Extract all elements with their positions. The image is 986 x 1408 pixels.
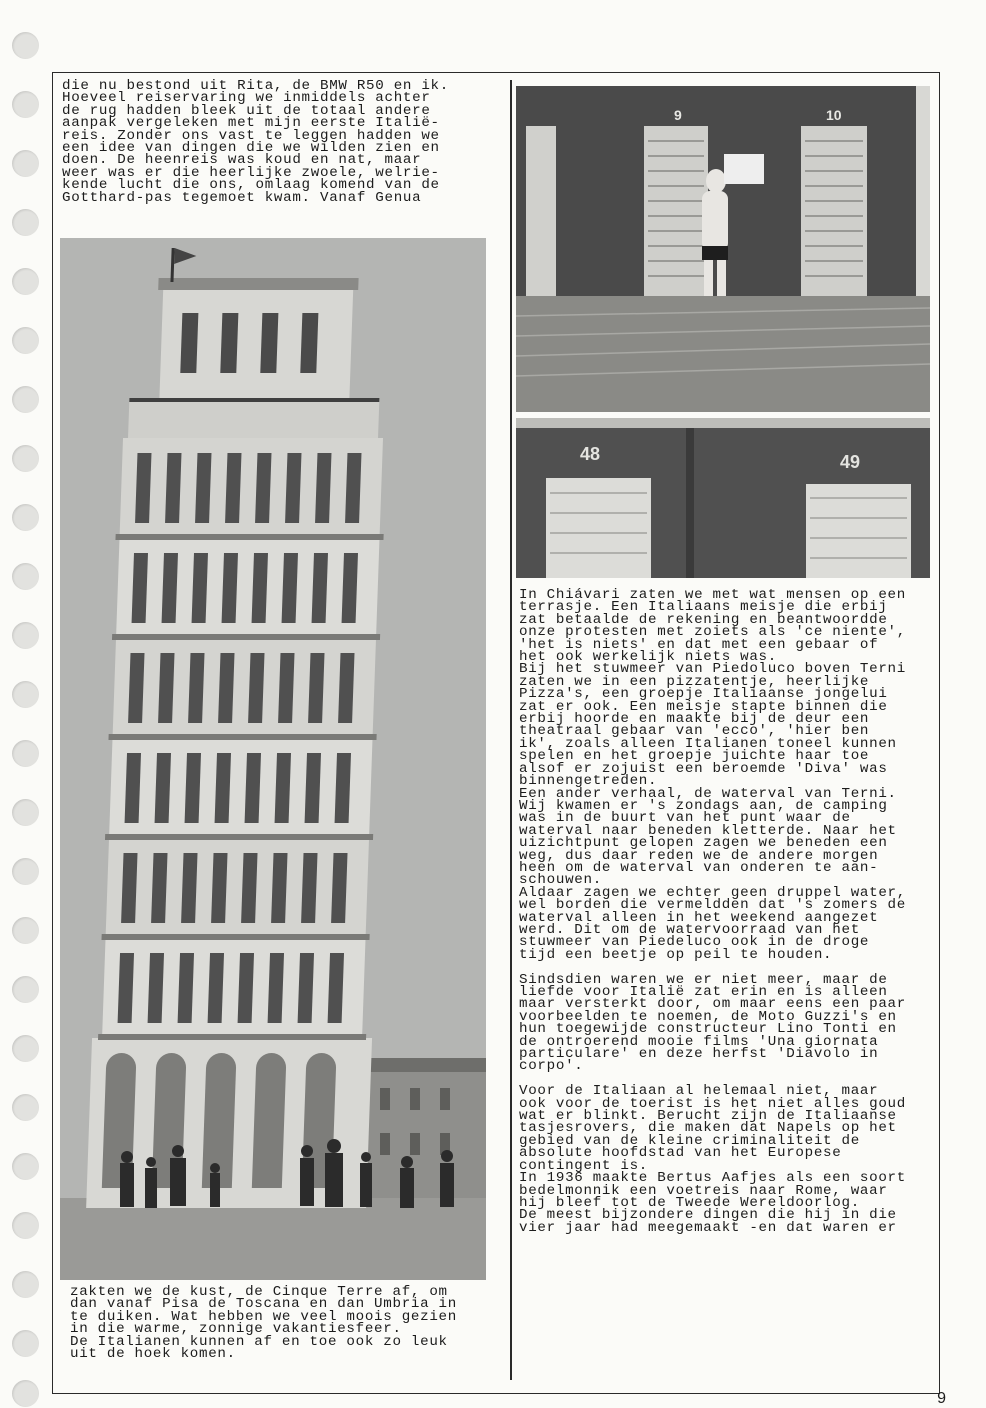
binder-hole [12, 150, 39, 177]
binder-holes [12, 30, 42, 1402]
door-number-48: 48 [580, 444, 601, 464]
binder-hole [12, 32, 39, 59]
binder-hole [12, 681, 39, 708]
door-number-10: 10 [826, 107, 842, 123]
binder-hole [12, 268, 39, 295]
binder-hole [12, 1330, 39, 1357]
binder-hole [12, 504, 39, 531]
binder-hole [12, 740, 39, 767]
binder-hole [12, 976, 39, 1003]
door-number-9: 9 [674, 107, 682, 123]
binder-hole [12, 1094, 39, 1121]
binder-hole [12, 1212, 39, 1239]
binder-hole [12, 622, 39, 649]
binder-hole [12, 858, 39, 885]
beach-cabin-photo-bottom [516, 418, 930, 578]
binder-hole [12, 1035, 39, 1062]
binder-hole [12, 799, 39, 826]
binder-hole [12, 1380, 39, 1407]
page-number: 9 [937, 1390, 946, 1407]
door-number-49: 49 [840, 452, 861, 472]
binder-hole [12, 1153, 39, 1180]
article-text-left-bottom: zakten we de kust, de Cinque Terre af, om dan vanaf Pisa de Toscana en dan Umbria in te duiken. Wat hebben we veel moois gezien in die warme, zonnige vakantiesfeer. De Italianen kunnen af en toe ook zo leuk uit de hoek komen. [70, 1284, 457, 1363]
article-text-left-top: die nu bestond uit Rita, de BMW R50 en ik. Hoeveel reiservaring we inmiddels achter de rug hadden bleek uit de totaal andere aanpak vergeleken met mijn eerste Italië- reis. Zonder ons vast te leggen hadden we een idee van dingen die we wilden zien en doen. De heenreis was koud en nat, maar weer was er die heerlijke zwoele, welrie- kende lucht die ons, omlaag komend van de Gotthard-pas tegemoet kwam. Vanaf Genua [62, 78, 449, 206]
beach-cabin-photo-top [516, 86, 930, 412]
binder-hole [12, 445, 39, 472]
binder-hole [12, 91, 39, 118]
article-text-right: In Chiávari zaten we met wat mensen op een terrasje. Een Italiaans meisje die erbij zat betaalde de rekening en beantwoordde onze protesten met zoiets als 'ce niente', 'het is niets' en dat met een gebaar of het ook werkelijk niets was. Bij het stuwmeer van Piedoluco boven Terni zaten we in een pizzatentje, heerlijke Pizza's, een groepje Italiaanse jongelui zat er ook. Een meisje stapte binnen die erbij hoorde en maakte bij de deur een theatraal gebaar van 'ecco', 'hier ben ik', zoals alleen Italianen toneel kunnen spelen en het groepje juichte haar toe alsof er zojuist een beroemde 'Diva' was binnengetreden. Een ander verhaal, de waterval van Terni. Wij kwamen er 's zondags aan, de camping was in de buurt van het punt waar de waterval naar beneden kletterde. Naar het uizichtpunt gelopen zagen we beneden een weg, dus daar reden we de andere morgen heen om de waterval van onderen te aan- schouwen. Aldaar zagen we echter geen druppel water, wel borden die vermeldden dat 's zomers de waterval alleen in het weekend aangezet werd. Dit om de watervoorraad van het stuwmeer van Piedeluco ook in de droge tijd een beetje op peil te houden. Sindsdien waren we er niet meer, maar de liefde voor Italië zat erin en is alleen maar versterkt door, om maar eens een paar voorbeelden te noemen, de Moto Guzzi's en hun toegewijde constructeur Lino Tonti en de ontroerend mooie films 'Una giornata particulare' en deze herfst 'Diavolo in corpo'. Voor de Italiaan al helemaal niet, maar ook voor de toerist is het niet alles goud wat er blinkt. Berucht zijn de Italiaanse tasjesrovers, die maken dat Napels op het gebied van de kleine criminaliteit de absolute hoofdstad van het Europese contingent is. In 1936 maakte Bertus Aafjes als een soort bedelmonnik een voetreis naar Rome, waar hij bleef tot de Tweede Wereldoorlog. De meest bijzondere dingen die hij in die vier jaar had meegemaakt -en dat waren er [519, 587, 906, 1236]
leaning-tower-photo [60, 238, 486, 1280]
binder-hole [12, 1271, 39, 1298]
binder-hole [12, 917, 39, 944]
binder-hole [12, 386, 39, 413]
binder-hole [12, 209, 39, 236]
column-divider [510, 80, 512, 1380]
binder-hole [12, 563, 39, 590]
binder-hole [12, 327, 39, 354]
